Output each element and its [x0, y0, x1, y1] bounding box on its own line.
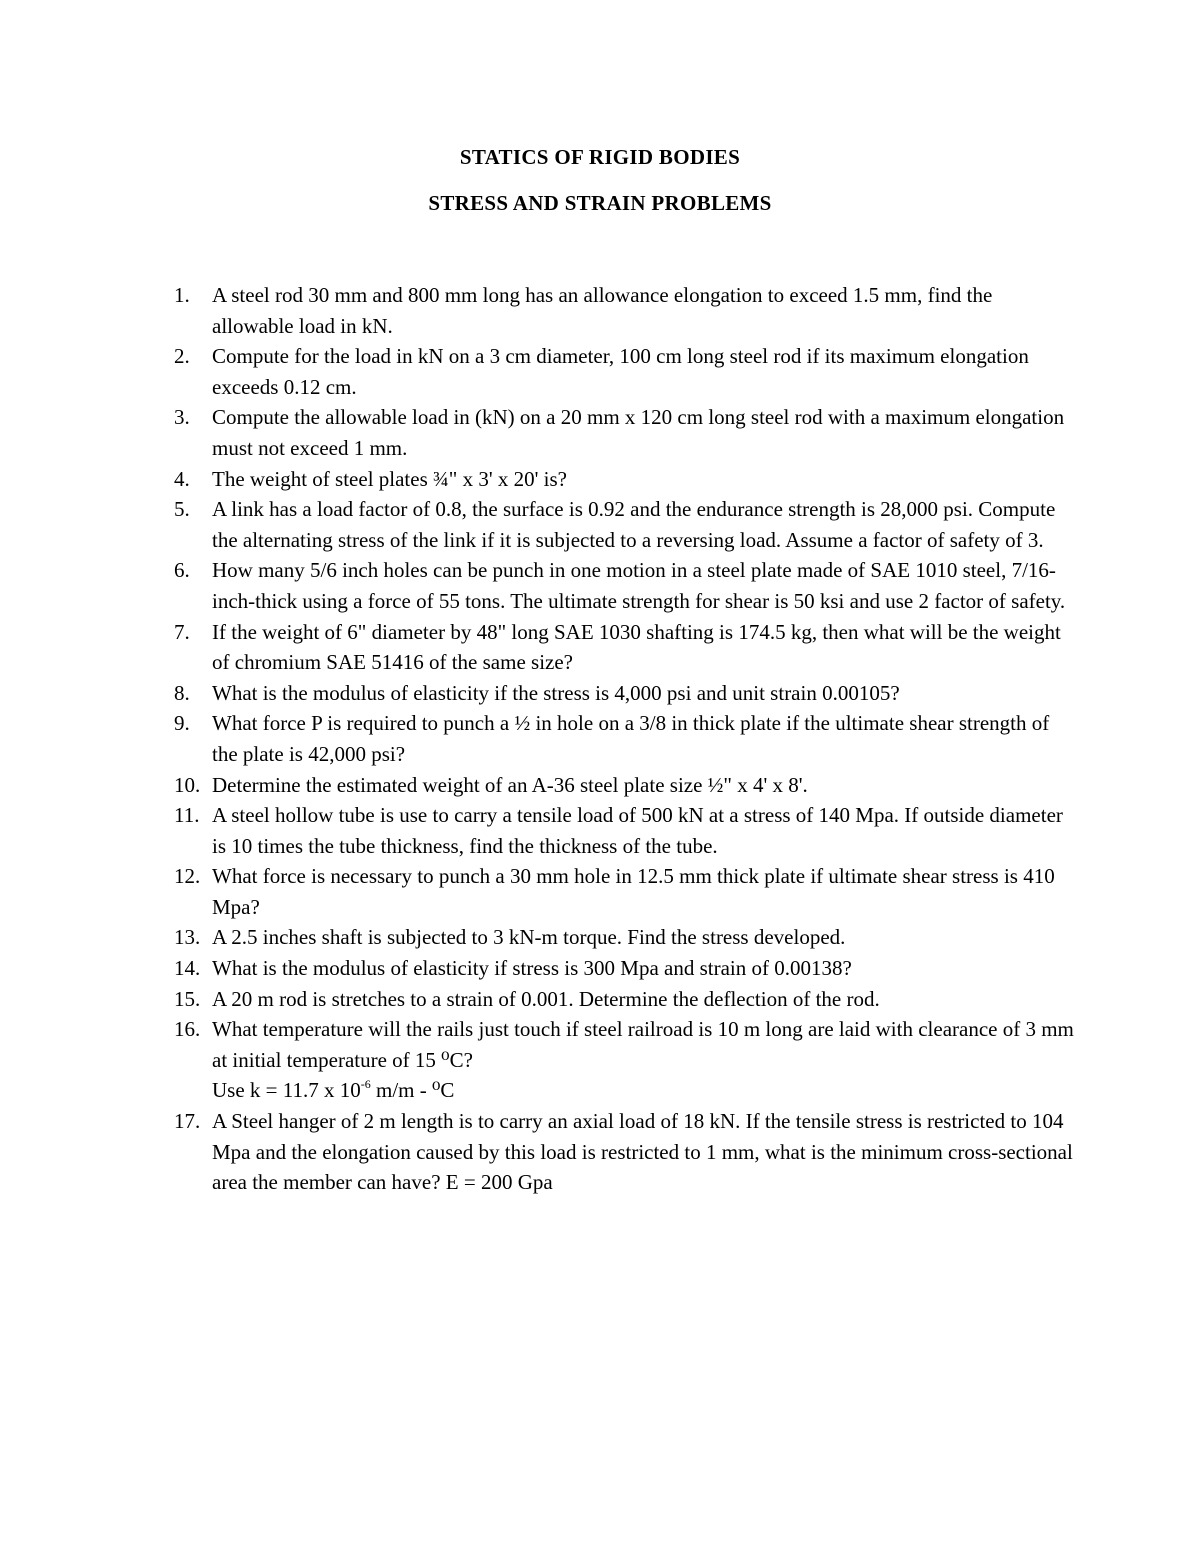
problem-number: 17.	[174, 1109, 201, 1134]
problem-item-4	[174, 464, 1074, 495]
problem-text: A steel rod 30 mm and 800 mm long has an allowance elongation to exceed 1.5 mm, find the allowable load in kN.	[212, 283, 993, 338]
problem-item-12	[174, 861, 1074, 922]
problem-item-14	[174, 953, 1074, 984]
problem-text: Determine the estimated weight of an A-36 steel plate size ½" x 4' x 8'.	[212, 772, 808, 797]
problem-text: A steel hollow tube is use to carry a tensile load of 500 kN at a stress of 140 Mpa. If outside diameter is 10 times the tube thickness, find the thickness of the tube.	[212, 803, 1063, 858]
problem-number: 3.	[174, 405, 190, 430]
formula-suffix: m/m - ⁰C	[370, 1078, 455, 1103]
problem-item-17	[174, 1106, 1074, 1198]
problem-text: A 2.5 inches shaft is subjected to 3 kN-m torque. Find the stress developed.	[212, 925, 846, 950]
problem-number: 4.	[174, 466, 190, 491]
problem-item-2	[174, 341, 1074, 402]
problem-text: The weight of steel plates ¾" x 3' x 20' is?	[212, 466, 567, 491]
problem-item-5	[174, 494, 1074, 555]
problem-item-3	[174, 402, 1074, 463]
problem-item-9	[174, 708, 1074, 769]
problem-number: 15.	[174, 986, 201, 1011]
problem-number: 16.	[174, 1017, 201, 1042]
problem-number: 1.	[174, 283, 190, 307]
problem-number: 14.	[174, 956, 201, 981]
problem-number: 11.	[174, 803, 200, 828]
formula-prefix: Use k = 11.7 x 10	[212, 1078, 361, 1103]
problem-item-1	[174, 280, 1074, 341]
problem-number: 6.	[174, 558, 190, 583]
problem-item-6	[174, 555, 1074, 616]
problem-number: 12.	[174, 864, 201, 889]
problem-text: What is the modulus of elasticity if the stress is 4,000 psi and unit strain 0.00105?	[212, 680, 900, 705]
problem-text: What force is necessary to punch a 30 mm hole in 12.5 mm thick plate if ultimate shear stress is 410 Mpa?	[212, 864, 1055, 919]
problem-number: 9.	[174, 711, 190, 736]
problem-text: How many 5/6 inch holes can be punch in one motion in a steel plate made of SAE 1010 steel, 7/16-inch-thick using a force of 55 tons. The ultimate strength for shear is 50 ksi and use 2 factor of safety.	[212, 558, 1066, 613]
problem-text: If the weight of 6" diameter by 48" long SAE 1030 shafting is 174.5 kg, then what will be the weight of chromium SAE 51416 of the same size?	[212, 619, 1061, 675]
problem-item-16	[174, 1014, 1074, 1106]
document-title: STATICS OF RIGID BODIES	[459, 145, 741, 169]
problem-text: What force P is required to punch a ½ in hole on a 3/8 in thick plate if the ultimate shear strength of the plate is 42,000 psi?	[212, 711, 1050, 766]
problem-formula-line	[212, 1075, 1074, 1106]
problem-number: 13.	[174, 925, 201, 950]
problem-number: 7.	[174, 619, 190, 644]
problem-item-11	[174, 800, 1074, 861]
problem-list	[174, 280, 1074, 1198]
problem-text: What temperature will the rails just touch if steel railroad is 10 m long are laid with clearance of 3 mm at initial temperature of 15 ⁰C?	[212, 1017, 1074, 1072]
problem-item-10	[174, 770, 1074, 801]
problem-number: 8.	[174, 680, 190, 705]
problem-number: 2.	[174, 344, 190, 369]
problem-text: Compute the allowable load in (kN) on a 20 mm x 120 cm long steel rod with a maximum elongation must not exceed 1 mm.	[212, 405, 1065, 460]
problem-text: A Steel hanger of 2 m length is to carry an axial load of 18 kN. If the tensile stress is restricted to 104 Mpa and the elongation caused by this load is restricted to 1 mm, what is the minimum cross-sectional area the member can have? E = 200 Gpa	[212, 1109, 1073, 1195]
problem-text: Compute for the load in kN on a 3 cm diameter, 100 cm long steel rod if its maximum elongation exceeds 0.12 cm.	[212, 344, 1029, 399]
problem-item-15	[174, 984, 1074, 1015]
problem-item-13	[174, 922, 1074, 953]
problem-item-8	[174, 678, 1074, 709]
problem-text: A link has a load factor of 0.8, the surface is 0.92 and the endurance strength is 28,000 psi. Compute the alternating stress of the link if it is subjected to a reversing load. Assume a factor of safety of 3.	[212, 497, 1056, 552]
problem-number: 10.	[174, 772, 201, 797]
problem-item-7	[174, 617, 1074, 678]
problem-text: A 20 m rod is stretches to a strain of 0.001. Determine the deflection of the rod.	[212, 986, 880, 1011]
problem-number: 5.	[174, 497, 190, 522]
problem-text: What is the modulus of elasticity if stress is 300 Mpa and strain of 0.00138?	[212, 956, 852, 981]
formula-exponent: -6	[360, 1077, 371, 1092]
document-subtitle: STRESS AND STRAIN PROBLEMS	[428, 191, 772, 215]
